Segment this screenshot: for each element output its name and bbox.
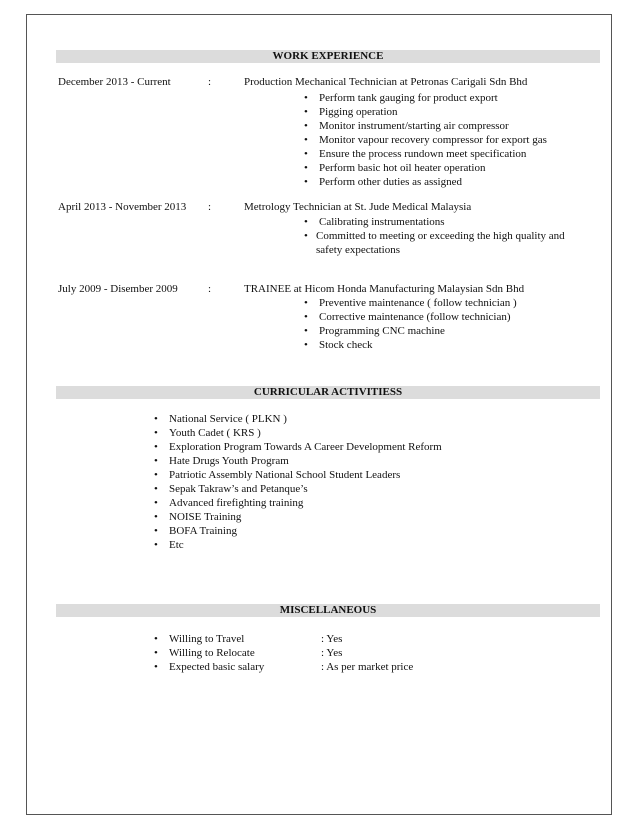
list-item: • Hate Drugs Youth Program <box>152 454 442 468</box>
job-duties-list <box>302 91 547 189</box>
list-item: • Preventive maintenance ( follow technician ) <box>302 296 517 310</box>
list-item: • Ensure the process rundown meet specification <box>302 147 547 161</box>
misc-label: Expected basic salary <box>169 661 265 673</box>
list-item: • BOFA Training <box>152 524 442 538</box>
job-period: December 2013 - Current <box>58 76 171 88</box>
list-item: • Pigging operation <box>302 105 547 119</box>
list-item: • Exploration Program Towards A Career Development Reform <box>152 440 442 454</box>
misc-label: Willing to Relocate <box>169 647 255 659</box>
activities-list <box>152 412 442 552</box>
list-item: • Programming CNC machine <box>302 324 517 338</box>
list-item: • Monitor vapour recovery compressor for export gas <box>302 133 547 147</box>
job-title: Metrology Technician at St. Jude Medical Malaysia <box>244 201 472 213</box>
list-item: • Corrective maintenance (follow technician) <box>302 310 517 324</box>
misc-list <box>152 632 452 674</box>
misc-value: : As per market price <box>321 661 414 673</box>
job-separator: : <box>208 283 212 295</box>
list-item: • NOISE Training <box>152 510 442 524</box>
list-item: • Calibrating instrumentations <box>302 215 582 229</box>
misc-item <box>152 646 452 660</box>
job-separator: : <box>208 201 212 213</box>
list-item: • Advanced firefighting training <box>152 496 442 510</box>
list-item: • Etc <box>152 538 442 552</box>
section-header-work-experience: WORK EXPERIENCE <box>56 50 600 63</box>
section-header-miscellaneous: MISCELLANEOUS <box>56 604 600 617</box>
list-item: • Committed to meeting or exceeding the high quality and safety expectations <box>302 229 582 257</box>
list-item: • Perform basic hot oil heater operation <box>302 161 547 175</box>
section-header-curricular-activities: CURRICULAR ACTIVITIESS <box>56 386 600 399</box>
misc-item <box>152 660 452 674</box>
list-item: • Monitor instrument/starting air compressor <box>302 119 547 133</box>
job-title: TRAINEE at Hicom Honda Manufacturing Malaysian Sdn Bhd <box>244 283 525 295</box>
list-item: • Patriotic Assembly National School Student Leaders <box>152 468 442 482</box>
job-duties-list <box>302 296 517 352</box>
job-title: Production Mechanical Technician at Petronas Carigali Sdn Bhd <box>244 76 528 88</box>
misc-value: : Yes <box>321 633 343 645</box>
list-item: • National Service ( PLKN ) <box>152 412 442 426</box>
misc-item <box>152 632 452 646</box>
job-period: April 2013 - November 2013 <box>58 201 187 213</box>
list-item: • Perform tank gauging for product export <box>302 91 547 105</box>
misc-value: : Yes <box>321 647 343 659</box>
list-item: • Sepak Takraw’s and Petanque’s <box>152 482 442 496</box>
list-item: • Perform other duties as assigned <box>302 175 547 189</box>
job-period: July 2009 - Disember 2009 <box>58 283 178 295</box>
job-separator: : <box>208 76 212 88</box>
list-item: • Youth Cadet ( KRS ) <box>152 426 442 440</box>
misc-label: Willing to Travel <box>169 633 245 645</box>
list-item: • Stock check <box>302 338 517 352</box>
job-duties-list <box>302 215 582 257</box>
